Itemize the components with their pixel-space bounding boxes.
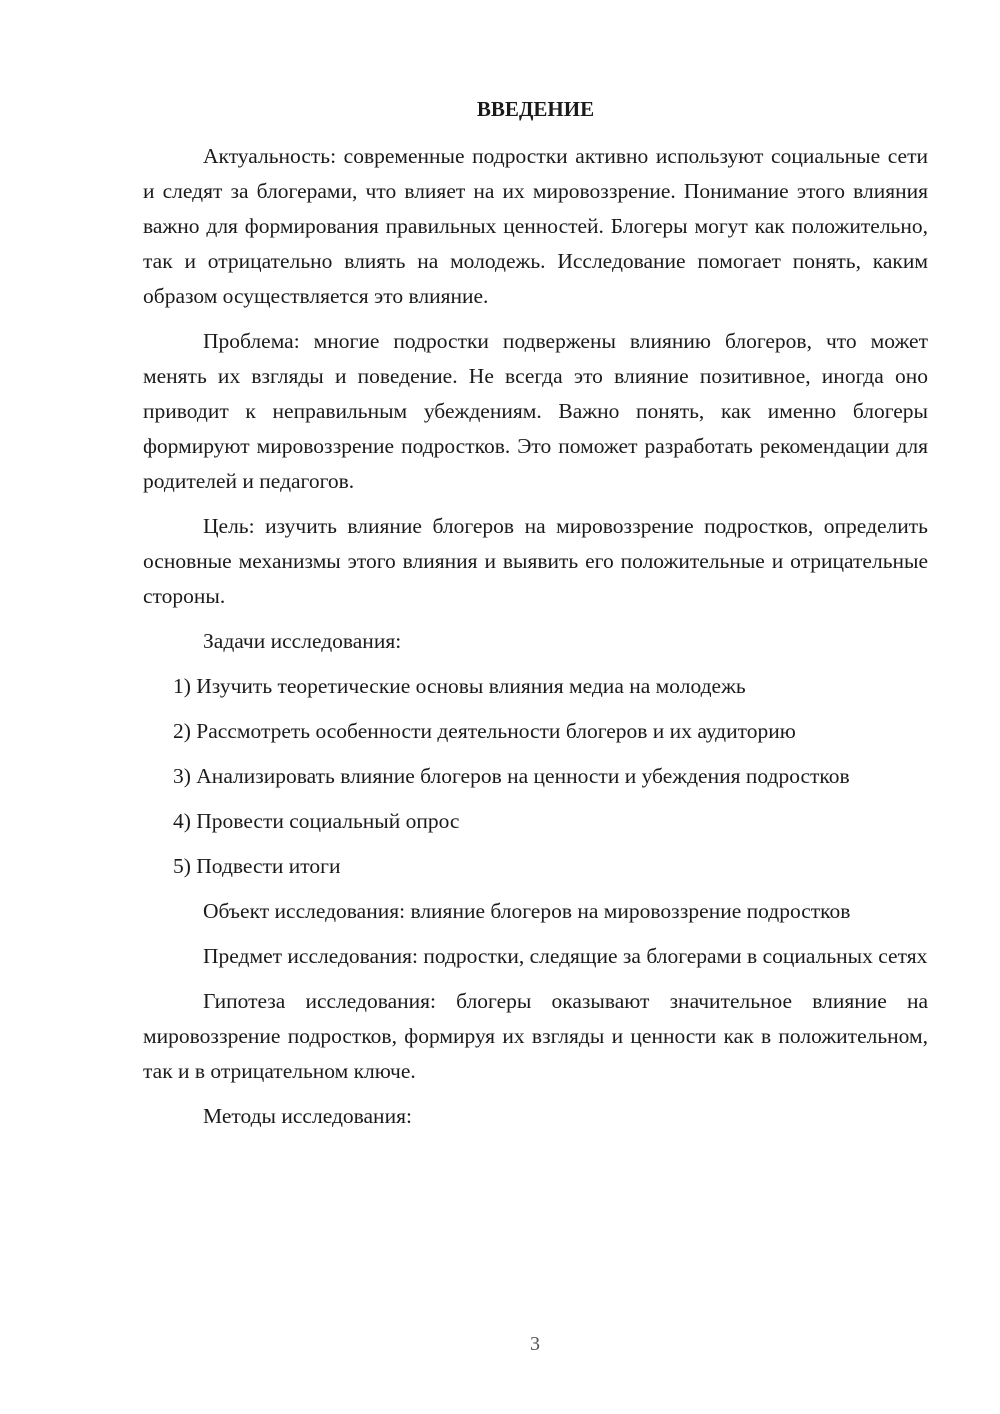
paragraph-tasks-heading: Задачи исследования:	[203, 629, 402, 653]
paragraph-problem: Проблема: многие подростки подвержены влиянию блогеров, что может менять их взгляды и поведение. Не всегда это влияние позитивное, иногда оно приводит к неправильным убеждениям. Важно понять, как именно блогеры формируют мировоззрение подростков. Это поможет разработать рекомендации для родителей и педагогов.	[143, 329, 928, 493]
task-item-2: 2) Рассмотреть особенности деятельности блогеров и их аудиторию	[173, 719, 796, 743]
task-item-5: 5) Подвести итоги	[173, 854, 341, 878]
section-title: ВВЕДЕНИЕ	[476, 97, 595, 121]
paragraph-subject: Предмет исследования: подростки, следящие за блогерами в социальных сетях	[203, 944, 928, 968]
document-page	[143, 92, 928, 1144]
paragraph-goal: Цель: изучить влияние блогеров на мировоззрение подростков, определить основные механизмы этого влияния и выявить его положительные и отрицательные стороны.	[143, 514, 928, 608]
task-item-1: 1) Изучить теоретические основы влияния медиа на молодежь	[173, 674, 746, 698]
paragraph-object: Объект исследования: влияние блогеров на мировоззрение подростков	[203, 899, 851, 923]
page-number: 3	[530, 1333, 540, 1355]
task-item-4: 4) Провести социальный опрос	[173, 809, 460, 833]
paragraph-relevance: Актуальность: современные подростки активно используют социальные сети и следят за блогерами, что влияет на их мировоззрение. Понимание этого влияния важно для формирования правильных ценностей. Блогеры могут как положительно, так и отрицательно влиять на молодежь. Исследование помогает понять, каким образом осуществляется это влияние.	[143, 144, 928, 308]
paragraph-hypothesis: Гипотеза исследования: блогеры оказывают значительное влияние на мировоззрение подростков, формируя их взгляды и ценности как в положительном, так и в отрицательном ключе.	[143, 989, 928, 1083]
paragraph-methods: Методы исследования:	[203, 1104, 412, 1128]
task-item-3: 3) Анализировать влияние блогеров на ценности и убеждения подростков	[173, 764, 850, 788]
